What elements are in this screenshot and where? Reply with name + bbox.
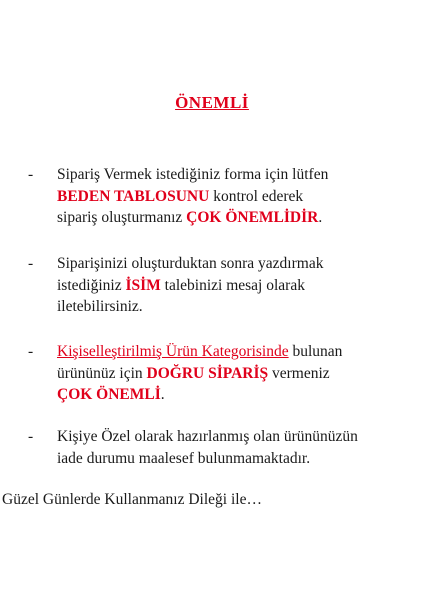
text-span: talebinizi mesaj olarak <box>160 276 305 294</box>
line <box>57 448 358 470</box>
emphasis-very-important: ÇOK ÖNEMLİDİR <box>186 209 319 226</box>
text-span: Kişiye Özel olarak hazırlanmış olan ürününüzün <box>57 428 358 445</box>
personalized-category-link[interactable]: Kişiselleştirilmiş Ürün Kategorisinde <box>57 343 289 360</box>
closing-note: Güzel Günlerde Kullanmanız Dileği ile… <box>2 491 262 508</box>
line <box>57 341 342 363</box>
bullet-dash: - <box>28 255 34 272</box>
bullet-dash: - <box>28 343 34 360</box>
text-span: kontrol ederek <box>209 187 304 205</box>
text-span: Sipariş Vermek istediğiniz forma için lütfen <box>57 166 329 183</box>
text-span: bulunan <box>288 343 343 360</box>
bullet-dash: - <box>28 428 34 445</box>
line <box>57 384 342 406</box>
line <box>57 253 323 275</box>
page-title: ÖNEMLİ <box>175 93 249 112</box>
bullet-dash: - <box>28 166 34 183</box>
item-text <box>57 253 323 318</box>
emphasis-correct-order: DOĞRU SİPARİŞ <box>146 364 269 382</box>
item-text <box>57 341 342 406</box>
line <box>57 426 358 448</box>
line <box>57 275 323 297</box>
emphasis-very-important: ÇOK ÖNEMLİ <box>57 386 161 403</box>
text-span: Siparişinizi oluşturduktan sonra yazdırmak <box>57 255 324 272</box>
text-span: sipariş oluşturmanız <box>57 209 187 226</box>
line <box>57 296 323 318</box>
emphasis-size-chart: BEDEN TABLOSUNU <box>57 187 210 205</box>
text-span: ürününüz için <box>57 364 147 382</box>
emphasis-name: İSİM <box>125 276 161 294</box>
text-span: . <box>318 209 323 226</box>
item-text <box>57 164 328 229</box>
text-span: vermeniz <box>268 364 330 382</box>
text-span: iade durumu maalesef bulunmamaktadır. <box>57 449 311 467</box>
line <box>57 363 342 385</box>
item-text <box>57 426 358 469</box>
text-span: iletebilirsiniz. <box>57 298 143 315</box>
line <box>57 164 328 186</box>
line <box>57 186 328 208</box>
line <box>57 207 328 229</box>
text-span: istediğiniz <box>57 276 126 294</box>
text-span: . <box>160 386 165 403</box>
